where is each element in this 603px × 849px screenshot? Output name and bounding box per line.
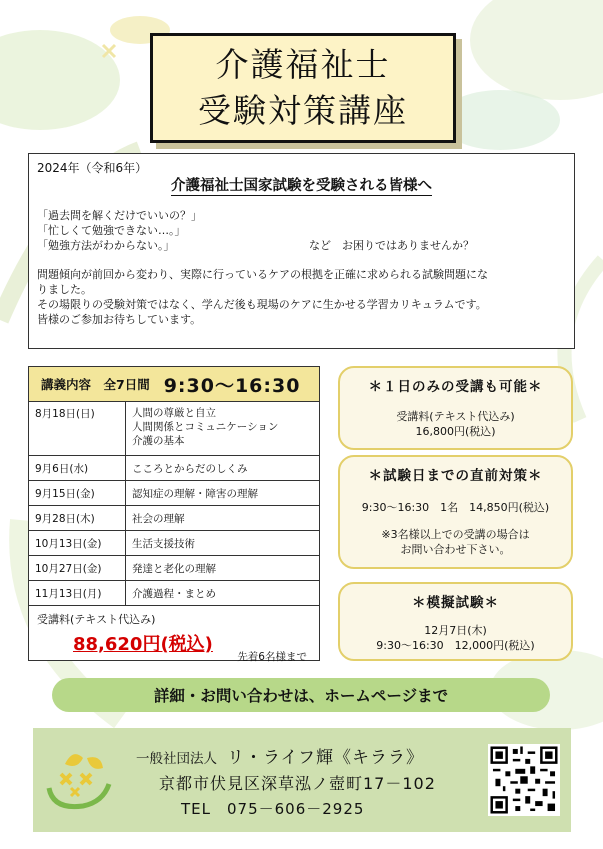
intro-heading xyxy=(37,179,566,194)
table-row xyxy=(29,456,319,481)
lecture-topic-line: 人間関係とコミュニケーション xyxy=(132,421,279,433)
one-day-fee-price: 16,800円(税込) xyxy=(415,425,496,438)
lecture-date: 9月6日(水) xyxy=(29,456,126,481)
lecture-date: 9月28日(木) xyxy=(29,506,126,531)
lecture-date: 10月13日(金) xyxy=(29,531,126,556)
intro-quote: 「過去問を解くだけでいいの？」 xyxy=(37,209,202,222)
one-day-box xyxy=(338,366,573,450)
intro-body-line: 皆様のご参加お待ちしています。 xyxy=(37,313,202,326)
organization-name-text: リ・ライフ輝《キララ》 xyxy=(227,748,424,768)
organization-phone[interactable]: TEL 075－606－2925 xyxy=(181,800,365,818)
lecture-topic: 社会の理解 xyxy=(126,506,320,531)
title-banner xyxy=(150,33,456,143)
organization-name xyxy=(136,743,424,768)
schedule-header-time: 9:30～16:30 xyxy=(163,374,301,397)
mock-exam-box xyxy=(338,582,573,661)
intro-quote-row xyxy=(37,238,566,253)
pre-exam-box xyxy=(338,455,573,569)
course-fee xyxy=(29,606,319,670)
lecture-schedule xyxy=(28,366,320,661)
organization-type: 一般社団法人 xyxy=(136,751,217,767)
lecture-table xyxy=(29,402,319,606)
table-row xyxy=(29,506,319,531)
intro-quote: 「勉強方法がわからない。」 xyxy=(37,239,175,252)
table-row xyxy=(29,581,319,606)
lecture-topic: 生活支援技術 xyxy=(126,531,320,556)
organization-footer xyxy=(33,728,571,832)
pre-exam-note: ※3名様以上での受講の場合は xyxy=(381,528,530,541)
intro-body-line: 問題傾向が前回から変わり、実際に行っているケアの根拠を正確に求められる試験問題にな xyxy=(37,268,488,281)
lecture-date: 9月15日(金) xyxy=(29,481,126,506)
lecture-topic-line: 人間の尊厳と自立 xyxy=(132,407,216,419)
lecture-topic-line: 介護の基本 xyxy=(132,435,185,447)
table-row xyxy=(29,556,319,581)
lecture-topic: 発達と老化の理解 xyxy=(126,556,320,581)
mock-exam-title: ＊模擬試験＊ xyxy=(412,595,499,611)
lecture-topic: 認知症の理解・障害の理解 xyxy=(126,481,320,506)
intro-year: 2024年（令和6年） xyxy=(37,161,148,175)
table-row xyxy=(29,402,319,456)
lecture-topic: こころとからだのしくみ xyxy=(126,456,320,481)
lecture-date: 11月13日(月) xyxy=(29,581,126,606)
lecture-date: 10月27日(金) xyxy=(29,556,126,581)
organization-logo-icon xyxy=(43,744,115,816)
qr-code-icon[interactable] xyxy=(488,744,560,816)
schedule-header-label: 講義内容 全7日間 xyxy=(41,377,150,392)
mock-exam-date: 12月7日(木) xyxy=(424,624,487,637)
intro-quote-suffix: など お困りではありませんか？ xyxy=(309,239,474,252)
pre-exam-title: ＊試験日までの直前対策＊ xyxy=(368,468,543,484)
pre-exam-fee: 9:30～16:30 1名 14,850円(税込) xyxy=(361,501,550,514)
lecture-date: 8月18日(日) xyxy=(29,402,126,456)
intro-body-line: りました。 xyxy=(37,283,92,296)
fee-price: 88,620円(税込) xyxy=(73,634,213,655)
intro-body xyxy=(37,267,566,327)
pre-exam-note: お問い合わせ下さい。 xyxy=(400,543,511,556)
lecture-topic xyxy=(126,402,320,456)
table-row xyxy=(29,481,319,506)
title-line-1: 介護福祉士 xyxy=(215,45,391,84)
one-day-fee-label: 受講料(テキスト代込み) xyxy=(396,410,515,423)
mock-exam-fee: 9:30～16:30 12,000円(税込) xyxy=(376,639,535,652)
organization-address: 京都市伏見区深草泓ノ壺町17－102 xyxy=(159,774,436,793)
table-row xyxy=(29,531,319,556)
intro-heading-text: 介護福祉士国家試験を受験される皆様へ xyxy=(171,178,432,194)
title-line-2: 受験対策講座 xyxy=(198,91,408,130)
fee-capacity-note: 先着6名様まで xyxy=(237,651,307,663)
intro-quote: 「忙しくて勉強できない…。」 xyxy=(37,224,186,237)
contact-cta-bar: 詳細・お問い合わせは、ホームページまで xyxy=(52,678,550,712)
intro-box xyxy=(28,153,575,349)
lecture-topic: 介護過程・まとめ xyxy=(126,581,320,606)
schedule-header xyxy=(29,367,319,402)
fee-label: 受講料(テキスト代込み) xyxy=(37,613,156,626)
one-day-title: ＊１日のみの受講も可能＊ xyxy=(368,379,543,395)
intro-body-line: その場限りの受験対策ではなく、学んだ後も現場のケアに生かせる学習カリキュラムです。 xyxy=(37,298,487,311)
